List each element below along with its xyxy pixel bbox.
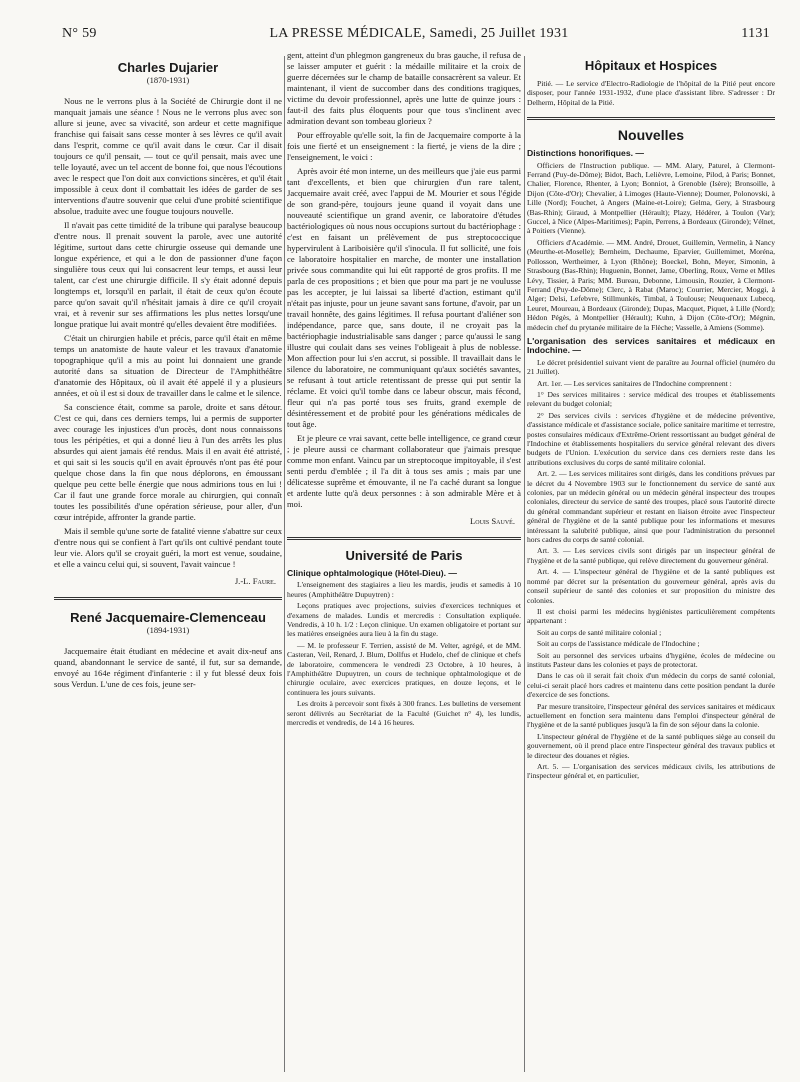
paragraph: Les droits à percevoir sont fixés à 300 francs. Les bulletins de versement seront délivrés au Secrétariat de la Faculté (Guichet n° 4), les lundis, mercredis et vendredis, de 14 à 16 heures. <box>287 699 521 728</box>
obituary-title: Charles Dujarier <box>117 60 219 75</box>
column-divider <box>284 56 285 1072</box>
column-divider <box>524 56 525 1072</box>
signature: Louis Sauvé. <box>470 516 515 526</box>
paragraph: Leçons pratiques avec projections, suivies d'exercices techniques et d'examens de malades. Lundis et mercredis : Consultation expliquée. Vendredis, à 10 h. 1/2 : Leçon clinique. Un examen obligatoire et portant sur les matières enseignées aura lieu à la fin du stage. <box>287 601 521 639</box>
paragraph: Après avoir été mon interne, un des meilleurs que j'aie eus parmi tant d'excellents, et bien que chirurgien d'un rare talent, Jacquemaire avait créé, avec l'appui de M. Mourier et sous l'égide de son grand-père, toujours jeune quand il voyait dans une nouveauté scientifique un grand avenir, ce laboratoire d'études bactériologiques où nous nous occupions surtout du bactériophage : c'est en faisant un prélèvement de pus streptococcique hypervirulent à Lariboisière qu'il s'inocula. Il fut sollicité, une fois ce laboratoire hospitalier en marche, de monter une installation privée sous commandite qui lui eût rapporté de gros profits. Il me parla de ces propositions ; et bien que pour ma part je ne voulusse pas les accepter, je lui laissai sa liberté d'action, estimant qu'il n'était pas injuste, pour un jeune savant sans fortune, d'avoir, par un travail honnête, des gains légitimes. Il refusa pourtant d'aliéner son indépendance, parce que, sans doute, il ne croyait pas la bactériophagie industrialisable sans danger ; parce qu'aussi le sang illustre qui coulait dans ses veines l'obligeait à plus de noblesse. Mon affection pour lui s'en accrut, si possible. Il travaillait dans le silence du laboratoire, ne communiquant qu'aux sociétés savantes, se refusant à tout article retentissant de presse qui put sentir la réclame. Et voici qu'il tombe dans ce labeur obscur, mais fécond, fleur qui n'a pas porté tous ses fruits, grand exemple de désintéressement et de probité pour les générations médicales de tout âge. <box>287 166 521 429</box>
subsection-title: Distinctions honorifiques. — <box>527 148 644 159</box>
issue-number: N° 59 <box>62 26 97 41</box>
section-title: Université de Paris <box>345 548 463 563</box>
hospital-notice <box>527 79 775 107</box>
paragraph: Art. 1er. — Les services sanitaires de l'Indochine comprennent : <box>537 378 732 388</box>
subsection-title: Clinique ophtalmologique (Hôtel-Dieu). — <box>287 568 457 578</box>
section-title: Nouvelles <box>617 127 685 144</box>
paragraph: 2° Des services civils : services d'hygiène et de médecine préventive, d'assistance médicale et d'assistance sociale, police sanitaire maritime et terrestre, postes consulaires médicaux d'Extrême-Orient ressortissant au budget général de l'Indochine et établissements hospitaliers du service général relevant des divers budgets de l'Union. L'exécution du service dans ces derniers reste dans les attributions exclusives du corps de santé militaire colonial. <box>527 410 775 467</box>
column-middle <box>287 50 521 1082</box>
page-number: 1131 <box>741 26 770 41</box>
paragraph: Il est choisi parmi les médecins hygiénistes particulièrement compétents appartenant : <box>527 606 775 626</box>
obituary-dates: (1870-1931) <box>146 75 190 85</box>
section-title: Hôpitaux et Hospices <box>584 58 718 73</box>
journal-title-date: LA PRESSE MÉDICALE, Samedi, 25 Juillet 1931 <box>269 26 569 41</box>
paragraph: Pitié. — Le service d'Electro-Radiologie de l'hôpital de la Pitié peut encore disposer, pour l'année 1931-1932, d'une place d'assistant libre. S'adresser : Dr Delherm, Hôpital de la Pitié. <box>527 79 775 107</box>
paragraph: Art. 5. — L'organisation des services médicaux civils, les attributions de l'inspecteur général et, en particulier, <box>527 762 775 781</box>
paragraph: Par mesure transitoire, l'inspecteur général des services sanitaires et médicaux actuellement en fonction sera maintenu dans l'emploi d'inspecteur général de l'hygiène et de la santé publiques jusqu'à la fin de son séjour dans la colonie. <box>527 701 775 730</box>
section-rule <box>54 597 282 600</box>
section-rule <box>287 537 521 540</box>
paragraph: Soit au corps de santé militaire colonial ; <box>537 627 662 637</box>
column-left <box>54 50 282 1082</box>
paragraph: C'était un chirurgien habile et précis, parce qu'il était en même temps un anatomiste de haute valeur et les travaux d'anatomie topographique qu'il a mis au point lui donnaient une grande autorité dans sa situation de Directeur de l'Amphithéâtre d'anatomie des Hôpitaux, où il avait été appelé il y a plusieurs années, et où il est si doux de travailler dans le calme et le silence. <box>54 333 282 398</box>
paragraph: Soit au corps de l'assistance médicale de l'Indochine ; <box>537 639 700 649</box>
paragraph: Mais il semble qu'une sorte de fatalité vienne s'abattre sur ceux d'entre nous qui se confient à l'art qu'ils ont cultivé pendant toute leur vie. Alors qu'il se croyait guéri, la mort est venue, soudaine, et elle a vaincu celui qui, si souvent, l'avait vaincue ! <box>54 526 282 569</box>
paragraph: Officiers de l'Instruction publique. — MM. Alary, Paturel, à Clermont-Ferrand (Puy-de-Dôme); Bidot, Bach, Lelièvre, Lemoine, Pilod, à Paris; Bonnet, Chalier, Florence, Rhenter, à Lyon; Bonniot, à Grenoble (Isère); Bronsoille, à Dijon (Côte-d'Or); Chevalier, à Limoges (Haute-Vienne); Doumer, Polonovski, à Lille (Nord); Fouchet, à Angers (Maine-et-Loire); Gelma, Gery, à Strasbourg (Bas-Rhin); Giraud, à Montpellier (Hérault); Plazy, Hédérer, à Toulon (Var); Guccel, à Nice (Alpes-Maritimes); Papin, Perrens, à Bordeaux (Gironde); Vélnet, à Poitiers (Vienne). <box>527 160 775 236</box>
obituary-dates: (1894-1931) <box>146 625 190 635</box>
paragraph: Il n'avait pas cette timidité de la tribune qui paralyse beaucoup d'entre nous. Il prenait souvent la parole, avec une autorité légitime, surtout dans cette chirurgie osseuse qui demande une longue expérience, et qui a le don de passionner d'une façon singulière tous ceux qui lui consacrent leur temps, et aussi leur talent, car c'est une chirurgie difficile. Il s'y était adonné depuis longtemps et, lorsqu'il en parlait, il était de ceux qu'on écoute parce qu'on savait qu'il n'hésitait jamais à dire ce qu'il croyait vrai, et à revenir sur ses affirmations les plus nettes lorsqu'une longue pratique lui avait montré qu'elles devaient être modifiées. <box>54 220 282 329</box>
news-body <box>527 149 775 781</box>
paragraph: Dans le cas où il serait fait choix d'un médecin du corps de santé colonial, celui-ci serait placé hors cadres et maintenu dans cette position pendant la durée d'exercice de ses fonctions. <box>527 671 775 700</box>
paragraph: L'enseignement des stagiaires a lieu les mardis, jeudis et samedis à 10 heures (Amphithéâtre Dupuytren) : <box>287 580 521 599</box>
page-header <box>62 26 770 46</box>
paragraph: Nous ne le verrons plus à la Société de Chirurgie dont il ne manquait jamais une séance ! Nous ne le verrons plus avec son allure si jeune, avec sa vivacité, son ardeur et cette magnifique franchise qui faisait sans cesse monter à ses lèvres ce qu'il avait dans l'esprit, comme ce qu'il avait dans le cœur. Car il disait toujours ce qu'il pensait, — tout ce qu'il pensait, mais avec une telle loyauté, avec un tel accent de bonne foi, que nous l'écoutions avec le respect que l'on doit aux convictions sincères, et qu'il était impossible à ceux dont il combattait les idées de garder de ses interventions d'autre souvenir que celui d'une probité scientifique absolue, traduite avec une fougue toujours nouvelle. <box>54 96 282 216</box>
paragraph: gent, atteint d'un phlegmon gangreneux du bras gauche, il refusa de se laisser amputer et guérit : la médaille militaire et la croix de guerre décernées sur le champ de bataille consacrèrent sa valeur. Et maintenant, il vient de succomber dans des conditions tragiques, victime du devoir professionnel, après une lutte de quinze jours : faut-il des faits plus éloquents pour que tous s'inclinent avec admiration devant son tombeau glorieux ? <box>287 50 521 126</box>
section-rule <box>527 117 775 120</box>
paragraph: Art. 3. — Les services civils sont dirigés par un inspecteur général de l'hygiène et de la santé publique, qui relève directement du gouverneur général. <box>527 546 775 565</box>
obituary-title: René Jacquemaire-Clemenceau <box>70 610 266 625</box>
paragraph: Soit au personnel des services urbains d'hygiène, écoles de médecine ou instituts Pasteur dans les colonies et pays de protectorat. <box>527 650 775 669</box>
paragraph: Art. 2. — Les services militaires sont dirigés, dans les conditions prévues par le décret du 4 Novembre 1903 sur le fonctionnement du service de santé aux colonies, par un médecin général ou un médecin général inspecteur des troupes coloniales, directeur du service de santé des troupes, placé sous l'autorité directe du général commandant supérieur et restant en liaison étroite avec l'inspecteur général de l'hygiène et de la santé publique pour les informations et mesures intéressant la salubrité publique, ainsi que pour l'administration du personnel hors cadres du corps de santé colonial. <box>527 469 775 545</box>
paragraph: Le décret présidentiel suivant vient de paraître au Journal officiel (numéro du 21 Juillet). <box>527 357 775 377</box>
university-notice <box>287 569 521 728</box>
paragraph: Officiers d'Académie. — MM. André, Drouet, Guillemin, Vermelin, à Nancy (Meurthe-et-Moselle); Bernheim, Dechaume, Eparvier, Guillemimet, Moréna, Pollosson, Wertheimer, à Lyon (Rhône); Boeckel, Bohn, Meyer, Simonin, à Strasbourg (Bas-Rhin); Huguenin, Bonnet, Jame, Oberling, Roux, Verne et Mlles Lévy, Tissier, à Paris; MM. Bureau, Debonne, Limousin, Rouzier, à Clermont-Ferrand (Puy-de-Dôme); Clerc, à Rabat (Maroc); Courrier, Mercier, Moggi, à Alger; Delsi, Lefebvre, Stillmunkès, Timbal, à Toulouse; Neuquenaux Lubecq, Leuret, Moureau, à Bordeaux (Gironde); Dupas, Macquet, Piquet, à Lille (Nord); Hédon Pégès, à Montpellier (Hérault); Kuhn, à Dijon (Côte-d'Or); Mégnin, médecin chef du prytanée militaire de la Flèche; Vasselle, à Amiens (Somme). <box>527 237 775 332</box>
paragraph: Pour effroyable qu'elle soit, la fin de Jacquemaire comporte à la fois une fierté et un enseignement : la fierté, je viens de la dire ; l'enseignement, le voici : <box>287 130 521 162</box>
paragraph: 1° Des services militaires : service médical des troupes et établissements relevant du budget colonial; <box>527 389 775 409</box>
subsection-title: L'organisation des services sanitaires et médicaux en Indochine. — <box>527 335 775 356</box>
signature: J.-L. Faure. <box>234 576 276 586</box>
paragraph: Et je pleure ce vrai savant, cette belle intelligence, ce grand cœur ; je pleure aussi ce charmant collaborateur que j'aimais presque comme mon enfant. Vaincu par un streptocoque impitoyable, il s'est senti perdu d'emblée ; il l'a dit à tous ses amis ; mais par une délicatesse suprême et émouvante, il ne l'a caché durant sa longue et ardente lutte qu'à deux personnes : à son admirable Mère et à moi. <box>287 433 521 509</box>
paragraph: Sa conscience était, comme sa parole, droite et sans détour. C'est ce qui, dans ces derniers temps, lui a permis de supporter avec courage les injustices d'un procès, dont nous connaissons tous les péripéties, et qui a donné lieu à l'un des arrêts les plus absurdes qui aient jamais été rendus. Mais il en avait été attristé, et qui sait si les soucis qu'il en avait éprouvés n'ont pas été pour quelque chose dans la fin que nous déplorons, en émoussant quelque peu cette belle énergie que nous admirions tous en lui ! Car il faut une grande force morale au chirurgien, qui connaît toutes les possibilités d'une opération sérieuse, pour aller, d'un cœur intrépide, affronter la grande partie. <box>54 402 282 522</box>
paragraph: Art. 4. — L'inspecteur général de l'hygiène et de la santé publiques est nommé par décret sur la présentation du gouverneur général, après avis du conseil supérieur de santé des colonies et sur proposition du ministre des colonies. <box>527 567 775 605</box>
paragraph: L'inspecteur général de l'hygiène et de la santé publiques siège au conseil du gouvernement, où il prend place entre l'inspecteur général des travaux publics et le directeur des douanes et régies. <box>527 731 775 760</box>
paragraph: — M. le professeur F. Terrien, assisté de M. Velter, agrégé, et de MM. Casteran, Veil, Renard, J. Blum, Dollfus et Hudelo, chef de clinique et chefs de laboratoire, commencera le vendredi 23 Octobre, à 10 heures, à l'Amphithéâtre Dupuytren, un cours de technique ophtalmologique et de chirurgie oculaire, avec exercices pratiques, en douze leçons, et le continuera les jours suivants. <box>287 640 521 697</box>
column-right <box>527 50 775 1082</box>
paragraph: Jacquemaire était étudiant en médecine et avait dix-neuf ans quand, abandonnant le service de santé, il fut, sur sa demande, envoyé au 164e régiment d'infanterie : il y fut blessé deux fois sous Verdun. L'une de ces fois, jeune ser- <box>54 646 282 689</box>
